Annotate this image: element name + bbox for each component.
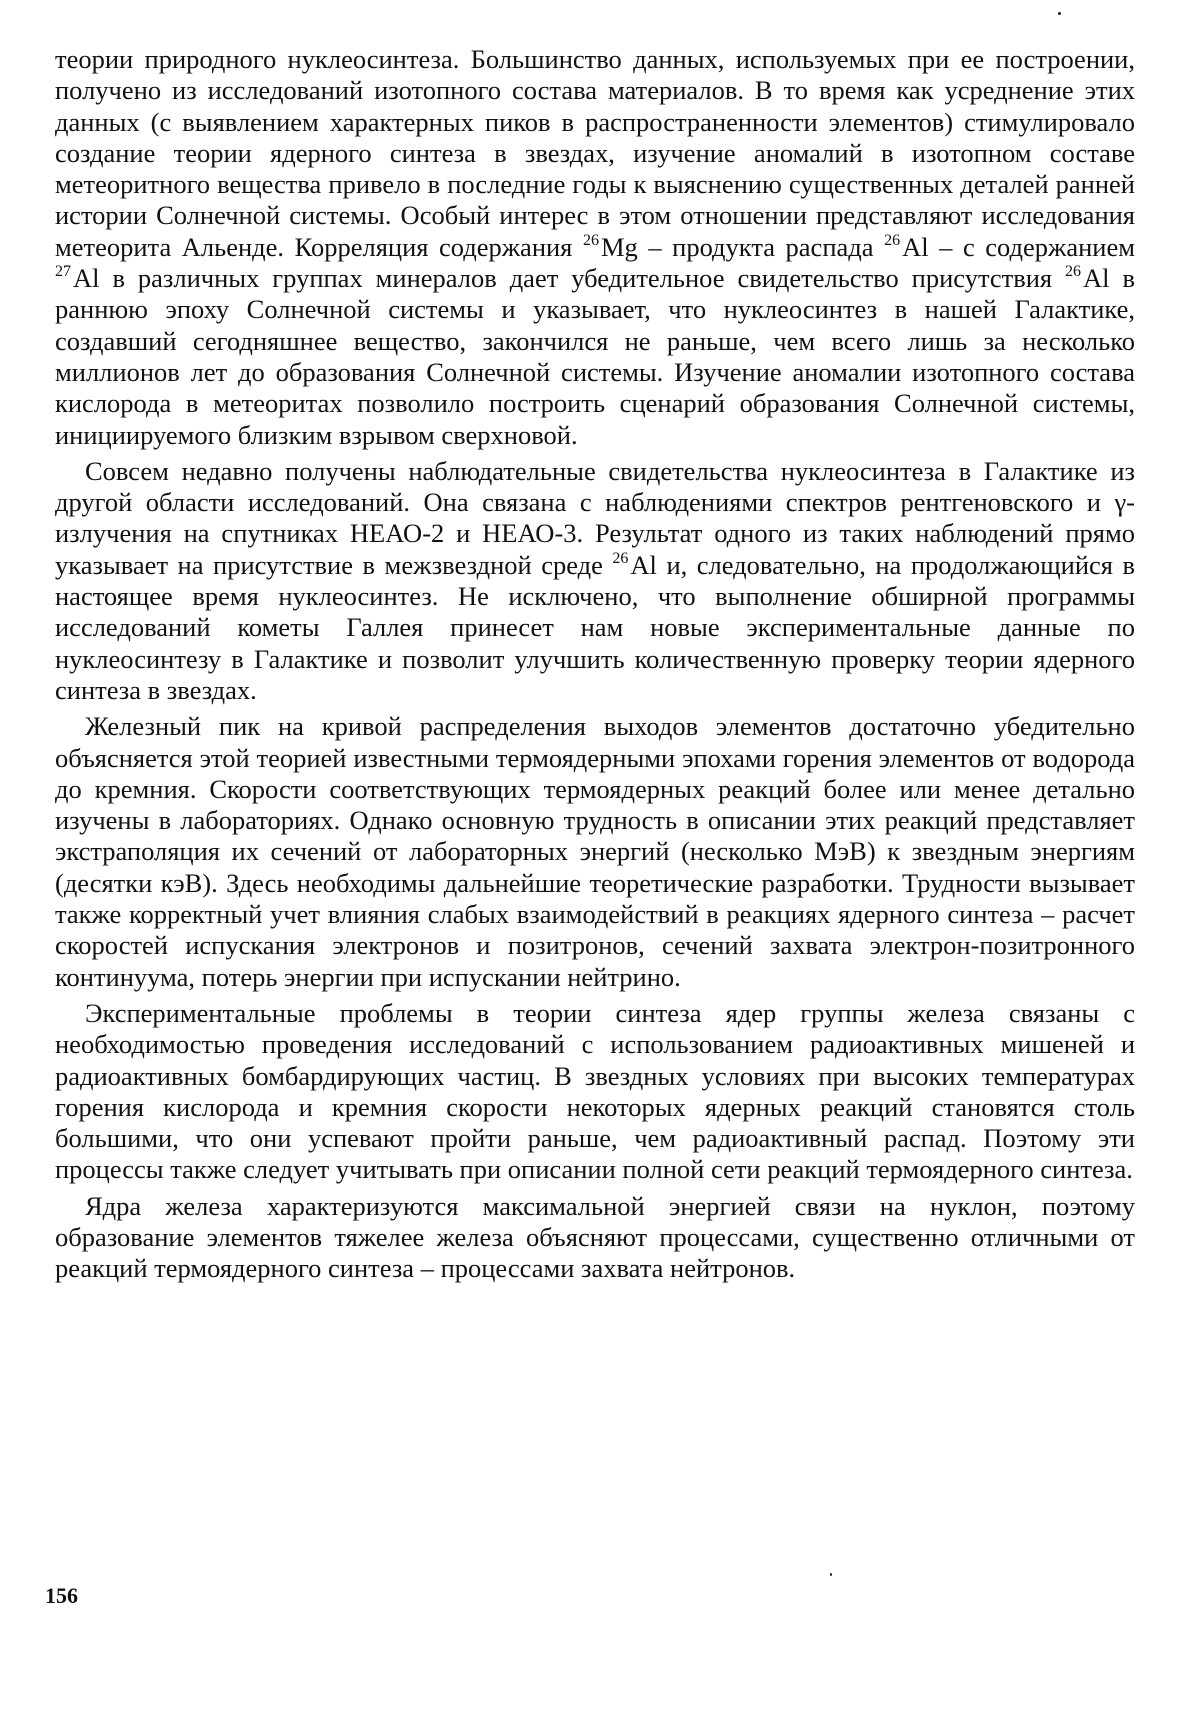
scan-speck [830,1573,832,1576]
paragraph-text: Ядра железа характеризуются максимальной энергией связи на нуклон, поэтому образование элементов тяжелее железа объясняют процессами, существенно отличными от реакций термоядерного синтеза – процессами захвата нейтронов. [55,1190,1135,1284]
paragraph-text: Железный пик на кривой распределения выходов элементов достаточно убедительно объясняется этой теорией известными термоядерными эпохами горения элементов от водорода до кремния. Скорости соответствующих термоядерных реакций более или менее детально изучены в лабораториях. Однако основную трудность в описании этих реакций представляет экстраполяция их сечений от лабораторных энергий (несколько МэВ) к звездным энергиям (десятки кэВ). Здесь необходимы дальнейшие теоретические разработки. Трудности вызывает также корректный учет влияния слабых взаимодействий в реакциях ядерного синтеза – расчет скоростей испускания электронов и позитронов, сечений захвата электрон-позитронного континуума, потерь энергии при испускании нейтрино. [55,711,1135,992]
paragraph [55,998,1135,1186]
paragraph-text: Mg – продукта распада [600,231,885,262]
isotope-mass-number: 27 [55,263,71,281]
paragraph-text: Al в раннюю эпоху Солнечной системы и указывает, что нуклеосинтез в нашей Галактике, создавший сегодняшнее вещество, закончился не раньше, чем всего лишь за несколько миллионов лет до образования Солнечной системы. Изучение аномалии изотопного состава кислорода в метеоритах позволило построить сценарий образования Солнечной системы, инициируемого близким взрывом сверхновой. [55,263,1135,450]
paragraph-text: Al и, следовательно, на продолжающийся в настоящее время нуклеосинтез. Не исключено, что выполнение обширной программы исследований кометы Галлея принесет нам новые экспериментальные данные по нуклеосинтезу в Галактике и позволит улучшить количественную проверку теории ядерного синтеза в звездах. [55,549,1135,705]
scan-speck [1058,12,1061,15]
paragraph-text: теории природного нуклеосинтеза. Большинство данных, используемых при ее построении, получено из исследований изотопного состава материалов. В то время как усреднение этих данных (с выявлением характерных пиков в распространенности элементов) стимулировало создание теории ядерного синтеза в звездах, изучение аномалий в изотопном составе метеоритного вещества привело в последние годы к выяснению существенных деталей ранней истории Солнечной системы. Особый интерес в этом отношении представляют исследования метеорита Альенде. Корреляция содержания [55,44,1135,262]
paragraph [55,711,1135,993]
paragraph [55,456,1135,706]
isotope-mass-number: 26 [1065,263,1082,281]
paragraph-text: Экспериментальные проблемы в теории синтеза ядер группы железа связаны с необходимостью проведения исследований с использованием радиоактивных мишеней и радиоактивных бомбардирующих частиц. В звездных условиях при высоких температурах горения кислорода и кремния скорости некоторых ядерных реакций становятся столь большими, что они успевают пройти раньше, чем радиоактивный распад. Поэтому эти процессы также следует учитывать при описании полной сети реакций термоядерного синтеза. [55,997,1135,1185]
paragraph [55,1191,1135,1285]
isotope-mass-number: 26 [582,231,599,249]
page-number: 156 [45,1583,78,1608]
isotope-mass-number: 26 [612,549,629,567]
isotope-mass-number: 26 [884,231,901,249]
paragraph-text: Совсем недавно получены наблюдательные свидетельства нуклеосинтеза в Галактике из другой области исследований. Она связана с наблюдениями спектров рентгеновского и γ-излучения на спутниках НЕАО-2 и НЕАО-3. Результат одного из таких наблюдений прямо указывает на присутствие в межзвездной среде [55,455,1135,580]
paragraph-text: Al – с содержанием [902,231,1135,262]
page-body [55,44,1135,1285]
paragraph-text: Al в различных группах минералов дает убедительное свидетельство присутствия [73,263,1066,294]
paragraph [55,44,1135,451]
